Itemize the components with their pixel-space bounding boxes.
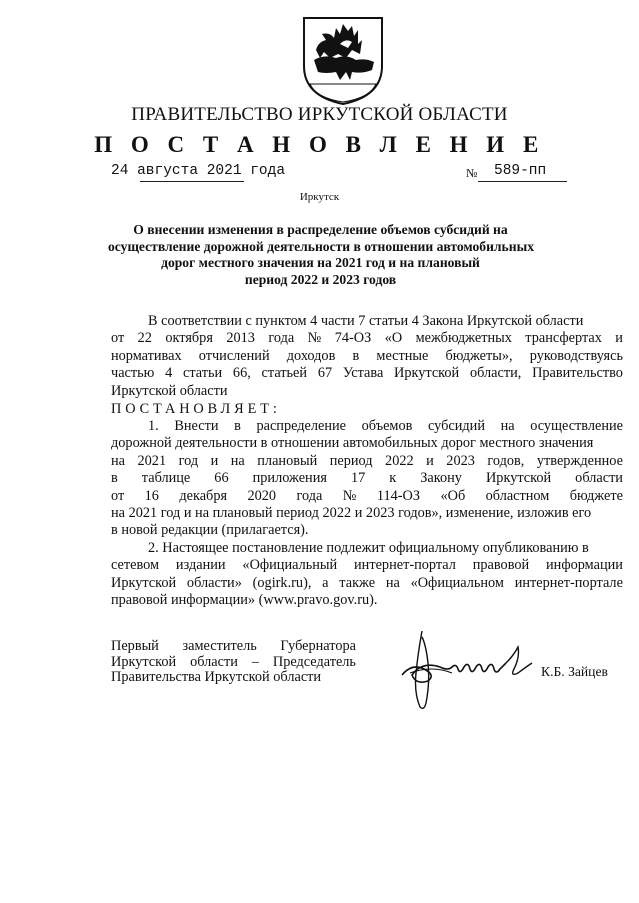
word: Закону: [420, 470, 462, 487]
word: 114-ОЗ: [376, 487, 421, 504]
word: в новой редакции (прилагается).: [111, 522, 309, 539]
word: годов,: [487, 452, 525, 469]
word: к: [389, 470, 397, 487]
text-line: [111, 418, 623, 435]
word: на: [500, 418, 515, 434]
word: распределение: [256, 418, 347, 434]
word: 67: [317, 365, 333, 382]
item-1-paragraph: [111, 418, 623, 540]
word: бюджеты»,: [445, 347, 513, 364]
heading-line: О внесении изменения в распределение объемов субсидий на: [133, 222, 508, 237]
word: в: [111, 470, 118, 487]
word: плановый: [257, 452, 318, 469]
coat-of-arms-icon: [300, 14, 386, 106]
word: правовой: [472, 557, 530, 574]
word: осуществление: [530, 418, 623, 434]
word: 1.: [148, 418, 159, 434]
word: год: [178, 452, 199, 469]
word: октября: [165, 330, 213, 347]
document-type: П О С Т А Н О В Л Е Н И Е: [94, 132, 545, 157]
word: 2021: [137, 452, 167, 469]
word: таблице: [141, 470, 191, 487]
text-line: [111, 313, 623, 330]
word: статьи: [183, 365, 223, 382]
resolves-word: ПОСТАНОВЛЯЕТ:: [111, 401, 281, 417]
word: 66,: [232, 365, 251, 382]
word: «Официальном: [410, 574, 504, 591]
word: статьей: [261, 365, 308, 382]
word: интернет-портал: [354, 557, 456, 574]
text-line: [111, 540, 623, 557]
word: Внести: [174, 418, 219, 434]
word: сетевом: [111, 557, 160, 574]
document-number: 589-пп: [494, 163, 547, 179]
word: субсидий: [428, 418, 485, 434]
word: Иркутской: [111, 653, 177, 670]
word: межбюджетных: [415, 330, 512, 347]
number-sign: №: [466, 166, 478, 180]
word: 17: [350, 470, 366, 487]
word: декабря: [179, 487, 228, 504]
text-line: [111, 330, 623, 347]
word: объемов: [361, 418, 413, 434]
text-line: [111, 522, 623, 539]
word: 22: [137, 330, 152, 347]
word: заместитель: [182, 638, 257, 654]
word: 2023: [446, 452, 475, 469]
word: 2020: [247, 487, 277, 504]
word: №: [342, 487, 357, 504]
word: 66: [214, 470, 229, 487]
document-date: 24 августа 2021 года: [111, 163, 286, 179]
word: отчислений: [198, 347, 270, 364]
word: руководствуясь: [529, 347, 623, 364]
text-line: [111, 383, 623, 400]
word: на 2021 год и на плановый период 2022 и 2023 годов», изменение, изложив его: [111, 504, 592, 521]
heading-line: период 2022 и 2023 годов: [244, 271, 397, 287]
word: года: [296, 487, 323, 504]
text-line: [111, 435, 623, 452]
word: на: [111, 452, 125, 469]
word: в: [234, 418, 241, 434]
text-line: [111, 470, 623, 487]
word: Устава: [342, 365, 384, 382]
text-line: [111, 639, 356, 655]
document-heading: [108, 222, 533, 288]
government-name: ПРАВИТЕЛЬСТВО ИРКУТСКОЙ ОБЛАСТИ: [131, 104, 508, 125]
heading-line: дорог местного значения на 2021 год и на плановый: [161, 255, 480, 271]
text-line: [111, 557, 623, 574]
word: также: [339, 574, 376, 591]
word: «Официальный: [242, 557, 338, 574]
text-line: [111, 453, 623, 470]
preamble-paragraph: [111, 313, 623, 400]
word: бюджете: [569, 487, 623, 504]
signer-name: К.Б. Зайцев: [541, 664, 608, 679]
word: «Об: [440, 487, 466, 504]
word: на: [230, 452, 245, 469]
word: издании: [175, 557, 226, 574]
word: от: [111, 487, 125, 504]
word: 2. Настоящее постановление подлежит официальному опубликованию в: [148, 540, 589, 556]
word: области: [190, 653, 238, 670]
text-line: [111, 592, 623, 609]
signatory-title: [111, 639, 356, 686]
word: частью: [111, 365, 155, 382]
item-2-paragraph: [111, 540, 623, 610]
word: Председатель: [272, 653, 356, 670]
word: Иркутской: [394, 365, 460, 382]
word: доходов: [286, 347, 336, 364]
word: Иркутской области: [111, 382, 228, 399]
word: области: [575, 470, 623, 487]
heading-line: осуществление дорожной деятельности в отношении автомобильных: [108, 238, 534, 254]
word: утвержденное: [536, 452, 623, 469]
word: интернет-портале: [514, 574, 623, 591]
word: №: [307, 330, 322, 347]
date-underline: [140, 181, 244, 182]
word: от: [111, 330, 125, 347]
word: и: [426, 452, 434, 469]
word: –: [251, 653, 259, 670]
word: информации: [546, 557, 623, 574]
word: 2013: [226, 330, 255, 347]
word: Иркутской: [485, 470, 552, 487]
word: Правительства Иркутской области: [111, 669, 322, 685]
number-underline: [478, 181, 567, 182]
word: Первый: [111, 638, 159, 654]
word: приложения: [252, 470, 327, 487]
word: местные: [376, 347, 429, 364]
word: трансфертах: [525, 330, 602, 347]
word: 2022: [385, 452, 414, 469]
word: области»: [186, 574, 242, 591]
word: года: [268, 330, 295, 347]
text-line: [111, 670, 356, 686]
text-line: [111, 655, 356, 671]
word: правовой информации» (www.pravo.gov.ru).: [111, 592, 378, 609]
word: в: [352, 347, 360, 364]
text-line: [111, 575, 623, 592]
city: Иркутск: [299, 191, 340, 203]
text-line: [111, 505, 623, 522]
word: а: [322, 574, 329, 591]
word: «О: [384, 330, 403, 347]
word: 74-ОЗ: [334, 330, 372, 347]
word: области,: [469, 365, 522, 382]
handwritten-signature: [392, 623, 537, 713]
word: Губернатора: [280, 638, 356, 654]
text-line: [111, 365, 623, 382]
word: 4: [165, 365, 173, 382]
word: (ogirk.ru),: [252, 574, 312, 591]
word: Правительство: [532, 365, 623, 382]
word: на: [385, 574, 400, 591]
text-line: [111, 488, 623, 505]
word: областном: [485, 487, 550, 504]
text-line: [111, 348, 623, 365]
word: 16: [144, 487, 159, 504]
word: Иркутской: [111, 574, 177, 591]
word: дорожной деятельности в отношении автомобильных дорог местного значения: [111, 435, 594, 452]
word: и: [615, 330, 623, 347]
word: период: [329, 452, 373, 469]
word: и: [210, 452, 219, 469]
word: В соответствии с пунктом 4 части 7 статьи 4 Закона Иркутской области: [148, 313, 584, 329]
word: нормативах: [111, 347, 182, 364]
